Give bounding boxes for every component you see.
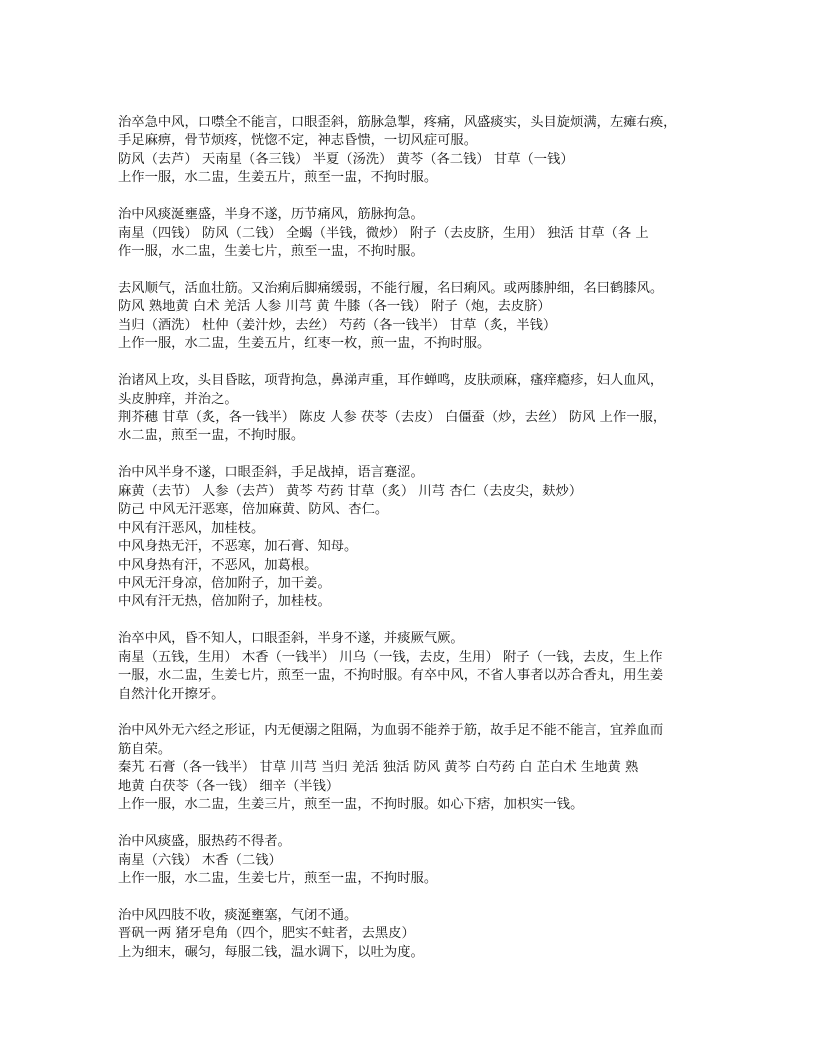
text-line: 治卒中风，昏不知人，口眼歪斜，半身不遂，并痰厥气厥。 xyxy=(118,631,464,647)
document-body xyxy=(118,114,718,981)
text-line: 中风无汗身凉，倍加附子，加干姜。 xyxy=(118,575,331,591)
text-line: 上作一服，水二盅，生姜五片，红枣一枚，煎一盅，不拘时服。 xyxy=(118,336,491,352)
text-line: 去风顺气，活血壮筋。又治痢后脚痛缓弱，不能行履，名曰痢风。或两膝肿细，名曰鹤膝风。 xyxy=(118,280,664,296)
text-line: 晋矾一两 猪牙皂角（四个，肥实不蛀者，去黑皮） xyxy=(118,926,415,942)
text-line: 上作一服，水二盅，生姜三片，煎至一盅，不拘时服。如心下痞，加枳实一钱。 xyxy=(118,797,584,813)
text-line: 水二盅，煎至一盅，不拘时服。 xyxy=(118,428,305,444)
text-line: 中风身热有汗，不恶风，加葛根。 xyxy=(118,557,318,573)
text-line: 荆芥穗 甘草（炙，各一钱半） 陈皮 人参 茯苓（去皮） 白僵蚕（炒，去丝） 防风 上作一服， xyxy=(118,410,667,425)
text-line: 防风 熟地黄 白术 羌活 人参 川芎 黄 牛膝（各一钱） 附子（炮，去皮脐） xyxy=(118,299,551,315)
text-line: 治中风四肢不收，痰涎壅塞，气闭不通。 xyxy=(118,907,358,923)
text-line: 手足麻痹，骨节烦疼，恍惚不定，神志昏愦，一切风症可服。 xyxy=(118,133,478,149)
text-line: 筋自荣。 xyxy=(118,741,172,757)
text-line: 上为细末，碾匀，每服二钱，温水调下，以吐为度。 xyxy=(118,944,424,960)
paragraph xyxy=(118,630,718,704)
text-line: 治中风痰涎壅盛，半身不遂，历节痛风，筋脉拘急。 xyxy=(118,207,424,223)
text-line: 中风有汗无热，倍加附子，加桂枝。 xyxy=(118,594,331,610)
text-line: 地黄 白茯苓（各一钱） 细辛（半钱） xyxy=(118,778,340,794)
text-line: 治中风半身不遂，口眼歪斜，手足战掉，语言蹇涩。 xyxy=(118,465,424,481)
text-line: 治中风痰盛，服热药不得者。 xyxy=(118,834,291,850)
paragraph xyxy=(118,464,718,612)
text-line: 上作一服，水二盅，生姜五片，煎至一盅，不拘时服。 xyxy=(118,170,438,186)
text-line: 中风身热无汗，不恶寒，加石膏、知母。 xyxy=(118,539,358,555)
paragraph xyxy=(118,114,718,188)
text-line: 头皮肿痒，并治之。 xyxy=(118,391,238,407)
text-line: 作一服，水二盅，生姜七片，煎至一盅，不拘时服。 xyxy=(118,244,424,260)
paragraph xyxy=(118,907,718,962)
paragraph xyxy=(118,372,718,446)
text-line: 上作一服，水二盅，生姜七片，煎至一盅，不拘时服。 xyxy=(118,870,438,886)
text-line: 南星（四钱） 防风（二钱） 全蝎（半钱，微炒） 附子（去皮脐，生用） 独活 甘草（各 上 xyxy=(118,225,649,241)
paragraph xyxy=(118,722,718,814)
text-line: 防己 中风无汗恶寒，倍加麻黄、防风、杏仁。 xyxy=(118,502,389,518)
paragraph xyxy=(118,280,718,354)
text-line: 防风（去芦） 天南星（各三钱） 半夏（汤洗） 黄芩（各二钱） 甘草（一钱） xyxy=(118,151,574,167)
text-line: 南星（六钱） 木香（二钱） xyxy=(118,852,282,868)
text-line: 自然汁化开擦牙。 xyxy=(118,686,225,702)
text-line: 治诸风上攻，头目昏眩，项背拘急，鼻涕声重，耳作蝉鸣，皮肤顽麻，瘙痒瘾疹，妇人血风， xyxy=(118,373,664,389)
text-line: 秦艽 石膏（各一钱半） 甘草 川芎 当归 羌活 独活 防风 黄芩 白芍药 白 芷白术 生地黄 熟 xyxy=(118,760,639,776)
text-line: 治卒急中风，口噤全不能言，口眼歪斜，筋脉急掣，疼痛，风盛痰实，头目旋烦满，左瘫右痪， xyxy=(118,115,677,130)
text-line: 麻黄（去节） 人参（去芦） 黄芩 芍药 甘草（炙） 川芎 杏仁（去皮尖，麸炒） xyxy=(118,483,583,499)
paragraph xyxy=(118,206,718,261)
text-line: 一服，水二盅，生姜七片，煎至一盅，不拘时服。有卒中风，不省人事者以苏合香丸，用生姜 xyxy=(118,668,664,684)
text-line: 中风有汗恶风，加桂枝。 xyxy=(118,520,265,536)
text-line: 治中风外无六经之形证，内无便溺之阻隔，为血弱不能养于筋，故手足不能不能言，宜养血而 xyxy=(118,723,664,739)
text-line: 南星（五钱，生用） 木香（一钱半） 川乌（一钱，去皮，生用） 附子（一钱，去皮，生上作 xyxy=(118,649,663,665)
text-line: 当归（酒洗） 杜仲（姜汁炒，去丝） 芍药（各一钱半） 甘草（炙，半钱） xyxy=(118,317,557,333)
paragraph xyxy=(118,833,718,888)
